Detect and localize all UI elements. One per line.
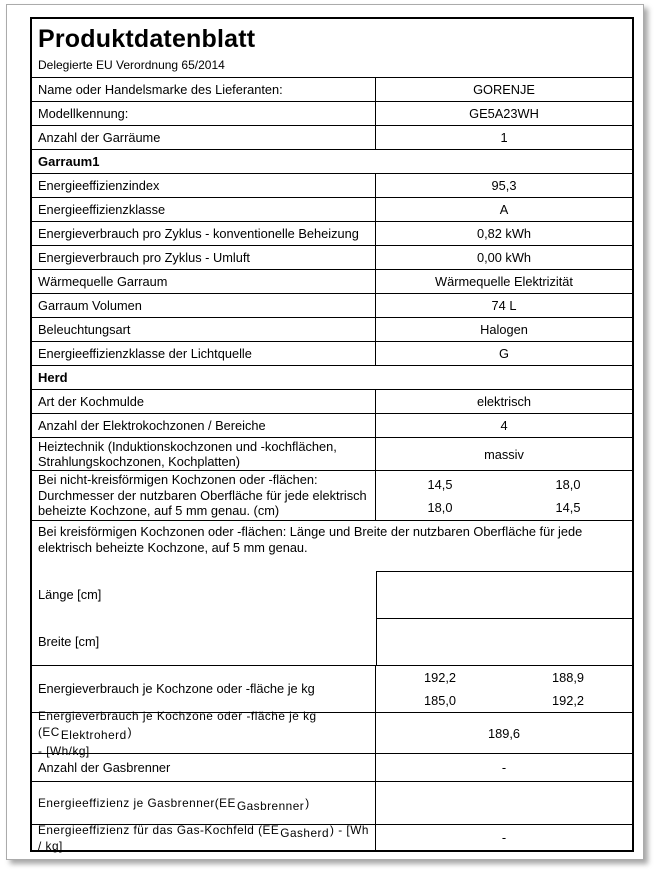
eei-value: 95,3 [491, 178, 517, 193]
hob-type-label: Art der Kochmulde [32, 390, 376, 413]
document-page [6, 4, 644, 860]
circular-zones-value-boxes [376, 571, 632, 665]
circular-zones-dimension-labels [32, 571, 376, 665]
table-row-energy-conventional [32, 221, 632, 245]
table-row-non-circular-zones [32, 470, 632, 520]
gas-burner-efficiency-value-empty [376, 782, 632, 824]
non-circular-zones-label: Bei nicht-kreisförmigen Kochzonen oder -flächen: Durchmesser der nutzbaren Oberfläche für jede elektrisch beheizte Kochzone, auf 5 mm genau. (cm) [32, 471, 376, 520]
table-row-gas-hob-efficiency [32, 822, 632, 853]
energy-fan-label: Energieverbrauch pro Zyklus - Umluft [32, 246, 376, 269]
table-row-light-source-class [32, 341, 632, 365]
regulation-subtitle: Delegierte EU Verordnung 65/2014 [38, 58, 225, 72]
energy-fan-value: 0,00 kWh [476, 250, 532, 265]
eec-label: Energieeffizienzklasse [32, 198, 376, 221]
energy-per-zone-label: Energieverbrauch je Kochzone oder -fläche je kg [32, 666, 376, 712]
light-source-class-label: Energieeffizienzklasse der Lichtquelle [32, 342, 376, 365]
energy-per-zone-value: 188,9 [551, 670, 585, 685]
energy-per-zone-value: 192,2 [551, 693, 585, 708]
gas-burner-efficiency-label-line: Energieeffizienz je Gasbrenner(EEGasbrenner) [38, 796, 310, 813]
cavity-volume-value: 74 L [491, 298, 517, 313]
table-row-cavity-count [32, 125, 632, 149]
model-label: Modellkennung: [32, 102, 376, 125]
gas-hob-efficiency-label-line: Energieeffizienz für das Gas-Kochfeld (EEGasherd) - [Wh / kg] [38, 822, 369, 853]
energy-per-zone-ec-value: 189,6 [487, 725, 521, 741]
lighting-type-value: Halogen [480, 322, 528, 337]
heating-technology-value: massiv [484, 446, 524, 462]
gas-burner-count-label: Anzahl der Gasbrenner [32, 754, 376, 781]
supplier-value: GORENJE [473, 82, 535, 97]
gas-hob-efficiency-label [32, 822, 376, 853]
section-header-herd [32, 365, 632, 389]
energy-per-zone-value: 185,0 [423, 693, 457, 708]
width-label: Breite [cm] [38, 634, 100, 649]
table-row-cavity-volume [32, 293, 632, 317]
table-row-energy-per-zone-ec [32, 708, 632, 758]
energy-per-zone-value: 192,2 [423, 670, 457, 685]
heat-source-value: Wärmequelle Elektrizität [435, 274, 573, 289]
table-row-circular-zones [32, 520, 632, 665]
table-row-supplier [32, 77, 632, 101]
energy-per-zone-values [376, 666, 632, 712]
zone-diameter-value: 18,0 [427, 499, 453, 515]
circular-zones-label: Bei kreisförmigen Kochzonen oder -flächen: Länge und Breite der nutzbaren Oberfläche für jede elektrisch beheizte Kochzone, auf 5 mm genau. [38, 524, 583, 555]
product-datasheet-table [30, 17, 634, 852]
eec-value: A [499, 202, 509, 217]
circular-zones-subgrid [32, 571, 632, 665]
table-row-hob-type [32, 389, 632, 413]
zone-diameter-value: 14,5 [555, 499, 581, 515]
length-label: Länge [cm] [38, 587, 102, 602]
cavity-volume-label: Garraum Volumen [32, 294, 376, 317]
electric-zone-count-value: 4 [500, 418, 508, 433]
table-row-energy-fan [32, 245, 632, 269]
supplier-label: Name oder Handelsmarke des Lieferanten: [32, 78, 376, 101]
table-row-energy-per-zone [32, 665, 632, 712]
table-row-electric-zone-count [32, 413, 632, 437]
subscript-elektroherd: Elektroherd [60, 727, 127, 742]
table-row-heat-source [32, 269, 632, 293]
length-value-cell-empty [377, 571, 632, 618]
cavity-count-value: 1 [500, 130, 508, 145]
eei-label: Energieeffizienzindex [32, 174, 376, 197]
energy-conventional-label: Energieverbrauch pro Zyklus - konventionelle Beheizung [32, 222, 376, 245]
subscript-gasbrenner: Gasbrenner [236, 799, 305, 813]
table-row-heating-technology [32, 437, 632, 470]
energy-per-zone-ec-label [32, 708, 376, 758]
heat-source-label: Wärmequelle Garraum [32, 270, 376, 293]
lighting-type-label: Beleuchtungsart [32, 318, 376, 341]
section-header-garraum1 [32, 149, 632, 173]
width-value-cell-empty [377, 618, 632, 665]
table-row-gas-burner-count [32, 753, 632, 781]
gas-burner-count-value: - [501, 760, 507, 775]
hob-type-value: elektrisch [476, 394, 532, 409]
section-herd-label: Herd [38, 370, 68, 385]
table-row-model [32, 101, 632, 125]
subscript-gasherd: Gasherd [280, 825, 330, 840]
light-source-class-value: G [499, 346, 509, 361]
non-circular-zones-values [376, 471, 632, 520]
energy-conventional-value: 0,82 kWh [476, 226, 532, 241]
model-value: GE5A23WH [469, 106, 539, 121]
electric-zone-count-label: Anzahl der Elektrokochzonen / Bereiche [32, 414, 376, 437]
gas-burner-efficiency-label [32, 782, 376, 824]
zone-diameter-value: 18,0 [555, 476, 581, 492]
table-row-gas-burner-efficiency [32, 781, 632, 824]
table-row-lighting-type [32, 317, 632, 341]
zone-diameter-value: 14,5 [427, 476, 453, 492]
cavity-count-label: Anzahl der Garräume [32, 126, 376, 149]
section-garraum1-label: Garraum1 [38, 154, 100, 169]
table-row-energy-efficiency-class [32, 197, 632, 221]
heating-technology-label: Heiztechnik (Induktionskochzonen und -kochflächen, Strahlungskochzonen, Kochplatten) [32, 438, 376, 470]
gas-hob-efficiency-value: - [501, 830, 507, 845]
energy-per-zone-ec-label-line1: Energieverbrauch je Kochzone oder -fläche je kg (ECElektroherd) [38, 708, 317, 742]
page-title: Produktdatenblatt [38, 25, 256, 53]
table-header-block [32, 19, 632, 77]
energy-per-zone-ec-label-line2: - [Wh/kg] [38, 743, 90, 758]
table-row-energy-efficiency-index [32, 173, 632, 197]
